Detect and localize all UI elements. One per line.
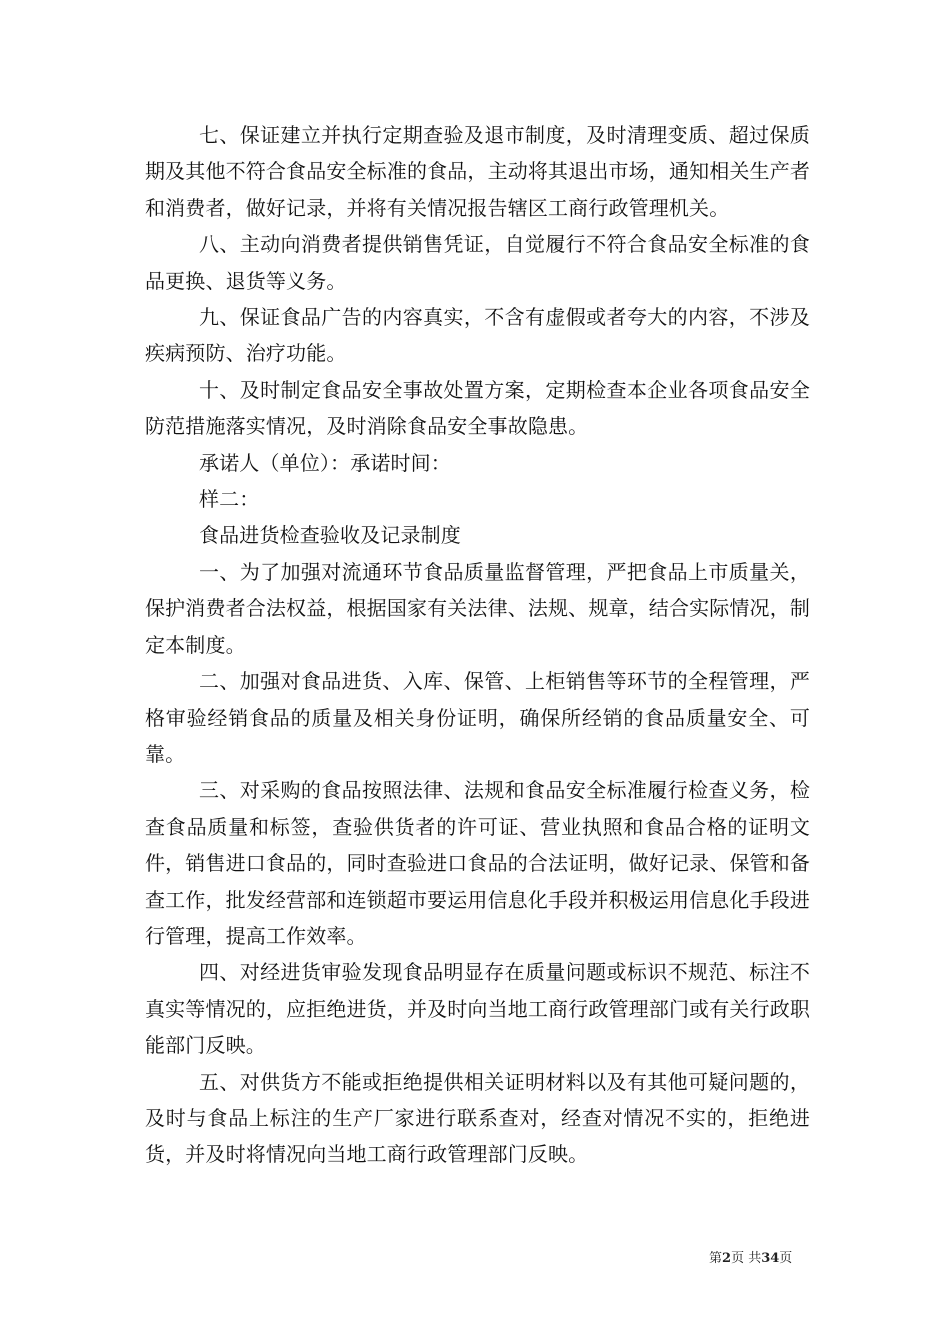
paragraph-item-4: 四、对经进货审验发现食品明显存在质量问题或标识不规范、标注不真实等情况的，应拒绝进货，并及时向当地工商行政管理部门或有关行政职能部门反映。 <box>145 960 810 1058</box>
current-page-number: 2 <box>722 1251 732 1266</box>
paragraph-item-5: 五、对供货方不能或拒绝提供相关证明材料以及有其他可疑问题的，及时与食品上标注的生产厂家进行联系查对，经查对情况不实的，拒绝进货，并及时将情况向当地工商行政管理部门反映。 <box>145 1069 810 1167</box>
paragraph-item-3: 三、对采购的食品按照法律、法规和食品安全标准履行检查义务，检查食品质量和标签，查验供货者的许可证、营业执照和食品合格的证明文件，销售进口食品的，同时查验进口食品的合法证明，做好记录、保管和备查工作，批发经营部和连锁超市要运用信息化手段并积极运用信息化手段进行管理，提高工作效率。 <box>145 778 810 948</box>
paragraph-item-7: 七、保证建立并执行定期查验及退市制度，及时清理变质、超过保质期及其他不符合食品安全标准的食品，主动将其退出市场，通知相关生产者和消费者，做好记录，并将有关情况报告辖区工商行政管理机关。 <box>145 123 810 220</box>
footer-middle: 页 共 <box>731 1251 762 1266</box>
footer-suffix: 页 <box>779 1251 793 1266</box>
pledge-signature-line: 承诺人（单位）：承诺时间： <box>199 450 451 475</box>
paragraph-item-2: 二、加强对食品进货、入库、保管、上柜销售等环节的全程管理，严格审验经销食品的质量及相关身份证明，确保所经销的食品质量安全、可靠。 <box>145 669 810 766</box>
total-page-number: 34 <box>761 1251 780 1266</box>
paragraph-item-8: 八、主动向消费者提供销售凭证，自觉履行不符合食品安全标准的食品更换、退货等义务。 <box>145 232 810 293</box>
paragraph-item-1: 一、为了加强对流通环节食品质量监督管理，严把食品上市质量关，保护消费者合法权益，根据国家有关法律、法规、规章，结合实际情况，制定本制度。 <box>145 559 810 657</box>
page-number-footer <box>709 1251 792 1267</box>
footer-prefix: 第 <box>709 1251 723 1266</box>
paragraph-item-10: 十、及时制定食品安全事故处置方案，定期检查本企业各项食品安全防范措施落实情况，及时消除食品安全事故隐患。 <box>145 377 810 439</box>
section-heading: 食品进货检查验收及记录制度 <box>199 523 461 548</box>
paragraph-item-9: 九、保证食品广告的内容真实，不含有虚假或者夸大的内容，不涉及疾病预防、治疗功能。 <box>145 305 810 366</box>
sample-two-label: 样二： <box>199 487 260 512</box>
document-body <box>145 117 810 1173</box>
